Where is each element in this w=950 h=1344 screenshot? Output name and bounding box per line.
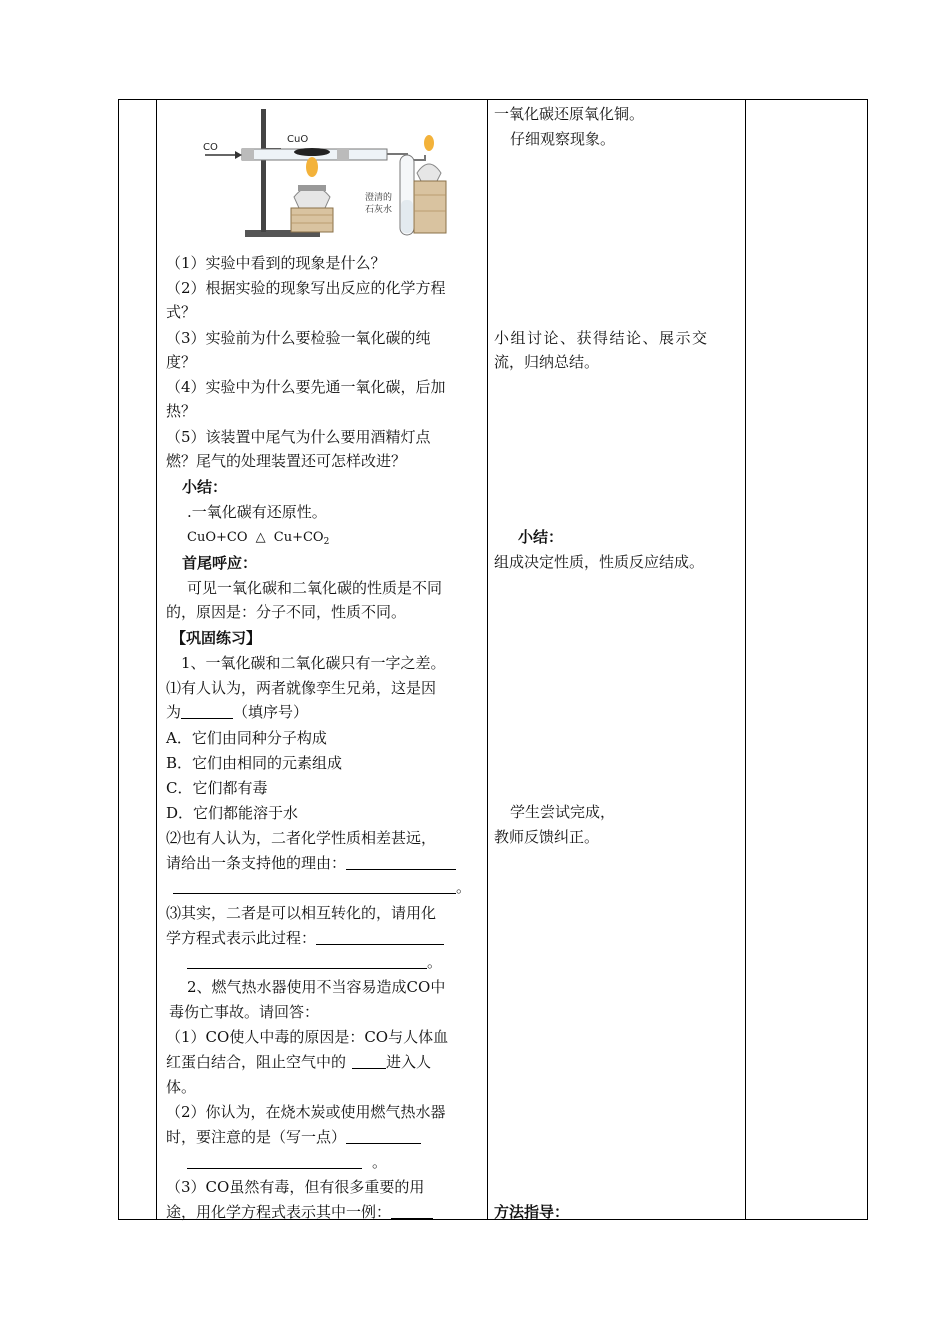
teaching-content-cell: [157, 100, 487, 1219]
practice-2-1: （1）CO使人中毒的原因是：CO与人体血: [166, 1028, 449, 1046]
question-3-cont: 度？: [166, 353, 197, 371]
activity-text: 仔细观察现象。: [510, 130, 616, 148]
co-reduction-apparatus-figure: [197, 105, 457, 240]
limewater-label: 澄清的: [365, 193, 393, 203]
question-5-cont: 燃？尾气的处理装置还可怎样改进？: [166, 452, 407, 470]
practice-2-3-cont: [166, 1201, 433, 1223]
answer-blank[interactable]: [187, 954, 427, 969]
question-3: （3）实验前为什么要检验一氧化碳的纯: [166, 329, 431, 347]
question-2-cont: 式？: [166, 303, 197, 321]
summary-title: 小结：: [182, 478, 228, 496]
question-4-cont: 热？: [166, 402, 197, 420]
question-2: （2）根据实验的现象写出反应的化学方程: [166, 279, 446, 297]
activity-summary-text: 组成决定性质，性质反应结成。: [494, 553, 705, 571]
practice-text: 途，用化学方程式表示其中一例：: [166, 1203, 392, 1221]
practice-2-1-end: 体。: [166, 1078, 197, 1096]
option-d: D．它们都能溶于水: [166, 804, 299, 822]
practice-1-3-line: [187, 951, 442, 973]
practice-text: （填序号）: [233, 703, 309, 721]
activity-text: 一氧化碳还原氧化铜。: [494, 105, 645, 123]
question-5: （5）该装置中尾气为什么要用酒精灯点: [166, 428, 431, 446]
practice-text: 。: [372, 1153, 388, 1171]
practice-text: 为: [166, 703, 182, 721]
lesson-table: [118, 99, 868, 1220]
equation-reactants: CuO+CO: [187, 530, 248, 545]
activity-summary-title: 小结：: [518, 528, 564, 546]
practice-text: 。: [456, 878, 472, 896]
practice-text: 请给出一条支持他的理由：: [166, 854, 347, 872]
answer-blank[interactable]: [346, 1129, 421, 1144]
practice-1-2: ⑵也有人认为，二者化学性质相差甚远，: [166, 829, 437, 847]
heat-symbol: △: [255, 530, 266, 545]
answer-blank[interactable]: [352, 1054, 386, 1069]
practice-2-2-cont: [166, 1126, 421, 1148]
practice-text: 红蛋白结合，阻止空气中的: [166, 1053, 347, 1071]
co-gas-label: CO: [203, 142, 218, 153]
practice-1-1-cont: [166, 701, 308, 723]
practice-2-2: （2）你认为，在烧木炭或使用燃气热水器: [166, 1103, 446, 1121]
activity-text: 教师反馈纠正。: [494, 828, 600, 846]
option-a: A．它们由同种分子构成: [166, 729, 327, 747]
practice-2: 2、燃气热水器使用不当容易造成CO中: [187, 978, 446, 996]
echo-text-cont: 的，原因是：分子不同，性质不同。: [166, 603, 407, 621]
activity-text: 流，归纳总结。: [494, 353, 600, 371]
practice-1-1: ⑴有人认为，两者就像孪生兄弟，这是因: [166, 679, 437, 697]
practice-2-3: （3）CO虽然有毒，但有很多重要的用: [166, 1178, 425, 1196]
option-c: C．它们都有毒: [166, 779, 268, 797]
practice-text: 进入人: [386, 1053, 432, 1071]
limewater-label: 石灰水: [365, 205, 393, 215]
answer-blank[interactable]: [187, 1154, 362, 1169]
practice-1-2-cont: [166, 852, 456, 874]
practice-2-cont: 毒伤亡事故。请回答：: [169, 1003, 320, 1021]
equation-subscript: 2: [323, 537, 330, 547]
question-4: （4）实验中为什么要先通一氧化碳，后加: [166, 378, 446, 396]
practice-text: 学方程式表示此过程：: [166, 929, 317, 947]
activity-text: 小组讨论、获得结论、展示交: [494, 329, 709, 347]
practice-1-3: ⑶其实，二者是可以相互转化的，请用化: [166, 904, 437, 922]
echo-text: 可见一氧化碳和二氧化碳的性质是不同: [187, 579, 443, 597]
echo-title: 首尾呼应：: [182, 554, 258, 572]
practice-text: 。: [427, 953, 443, 971]
practice-1: 1、一氧化碳和二氧化碳只有一字之差。: [181, 654, 446, 672]
summary-text: .一氧化碳有还原性。: [187, 503, 327, 521]
answer-blank[interactable]: [316, 930, 444, 945]
practice-2-2-line: [187, 1151, 387, 1173]
answer-blank[interactable]: [173, 879, 456, 894]
practice-text: 时，要注意的是（写一点）: [166, 1128, 347, 1146]
practice-1-2-line: [173, 876, 471, 898]
cuo-label: CuO: [287, 134, 309, 145]
answer-blank[interactable]: [181, 704, 233, 719]
answer-blank[interactable]: [391, 1204, 433, 1219]
method-guidance-title: 方法指导：: [494, 1203, 570, 1221]
option-b: B．它们由相同的元素组成: [166, 754, 343, 772]
student-activity-cell: [488, 100, 745, 1219]
chemical-equation: [187, 527, 329, 553]
equation-products: Cu+CO: [273, 530, 324, 545]
answer-blank[interactable]: [346, 855, 456, 870]
column-divider: [745, 100, 746, 1219]
question-1: （1）实验中看到的现象是什么？: [166, 254, 386, 272]
practice-title: 【巩固练习】: [171, 629, 262, 647]
activity-text: 学生尝试完成，: [510, 803, 616, 821]
practice-2-1-cont: [166, 1051, 431, 1073]
practice-1-3-cont: [166, 927, 444, 949]
